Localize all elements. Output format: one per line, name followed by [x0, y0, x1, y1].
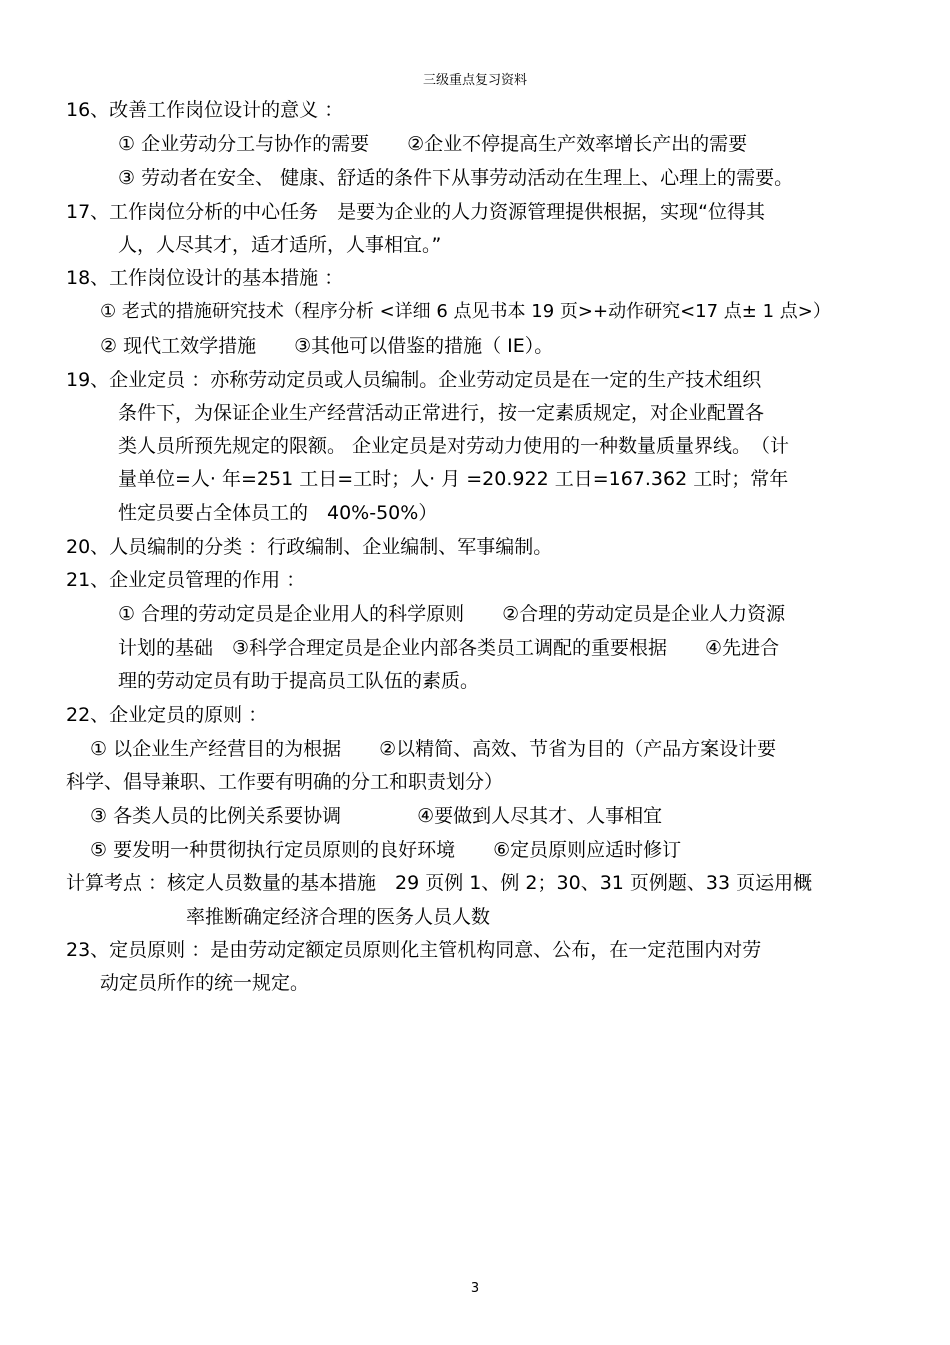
item-16-title: 16、改善工作岗位设计的意义 ：	[66, 99, 344, 121]
item-18-point-1: ① 老式的措施研究技术（程序分析 <详细 6 点见书本 19 页>+动作研究<17 点± 1 点>）	[100, 301, 831, 322]
item-21-title: 21、企业定员管理的作用 ：	[66, 569, 306, 591]
item-23-continuation: 动定员所作的统一规定。	[100, 972, 310, 994]
item-19-text-4: 性定员要占全体员工的 40%-50%）	[118, 502, 438, 524]
item-19-text-1: 条件下，为保证企业生产经营活动正常进行，按一定素质规定，对企业配置各	[118, 402, 765, 424]
item-22-point-5-6: ⑤ 要发明一种贯彻执行定员原则的良好环境 ⑥定员原则应适时修订	[90, 839, 682, 861]
item-21-text-1: ① 合理的劳动定员是企业用人的科学原则 ②合理的劳动定员是企业人力资源	[118, 603, 786, 625]
item-19-text-3: 量单位=人· 年=251 工日=工时；人· 月 =20.922 工日=167.362 工时；常年	[118, 468, 789, 490]
item-18-title: 18、工作岗位设计的基本措施 ：	[66, 267, 344, 289]
item-19-text-2: 类人员所预先规定的限额。 企业定员是对劳动力使用的一种数量质量界线。 （计	[118, 435, 790, 457]
item-17-title: 17、工作岗位分析的中心任务 是要为企业的人力资源管理提供根据，实现“位得其	[66, 201, 766, 223]
page-header: 三级重点复习资料	[422, 73, 527, 88]
page-number: 3	[470, 1281, 480, 1296]
item-22-point-3-4: ③ 各类人员的比例关系要协调 ④要做到人尽其才、人事相宜	[90, 805, 663, 827]
item-21-text-3: 理的劳动定员有助于提高员工队伍的素质。	[118, 670, 480, 692]
item-22-title: 22、企业定员的原则 ：	[66, 704, 268, 726]
item-21-text-2: 计划的基础 ③科学合理定员是企业内部各类员工调配的重要根据 ④先进合	[118, 637, 780, 659]
item-16-point-3: ③ 劳动者在安全、 健康、舒适的条件下从事劳动活动在生理上、心理上的需要。	[118, 167, 794, 189]
calculation-points: 计算考点 ：核定人员数量的基本措施 29 页例 1、例 2；30、31 页例题、33 页运用概	[66, 872, 813, 894]
item-17-continuation: 人，人尽其才，适才适所，人事相宜。”	[118, 234, 442, 256]
item-22-continuation: 科学、倡导兼职、工作要有明确的分工和职责划分）	[66, 771, 504, 793]
item-16-point-1-2: ① 企业劳动分工与协作的需要 ②企业不停提高生产效率增长产出的需要	[118, 133, 748, 155]
calculation-points-continuation: 率推断确定经济合理的医务人员人数	[186, 906, 491, 928]
item-20-title: 20、人员编制的分类 ：行政编制、企业编制、军事编制。	[66, 536, 553, 558]
item-18-point-2-3: ② 现代工效学措施 ③其他可以借鉴的措施（ IE）。	[100, 335, 554, 357]
item-22-point-1-2: ① 以企业生产经营目的为根据 ②以精简、高效、节省为目的（产品方案设计要	[90, 738, 777, 760]
item-23-title: 23、定员原则 ：是由劳动定额定员原则化主管机构同意、公布，在一定范围内对劳	[66, 939, 762, 961]
item-19-title: 19、企业定员 ：亦称劳动定员或人员编制。企业劳动定员是在一定的生产技术组织	[66, 369, 762, 391]
